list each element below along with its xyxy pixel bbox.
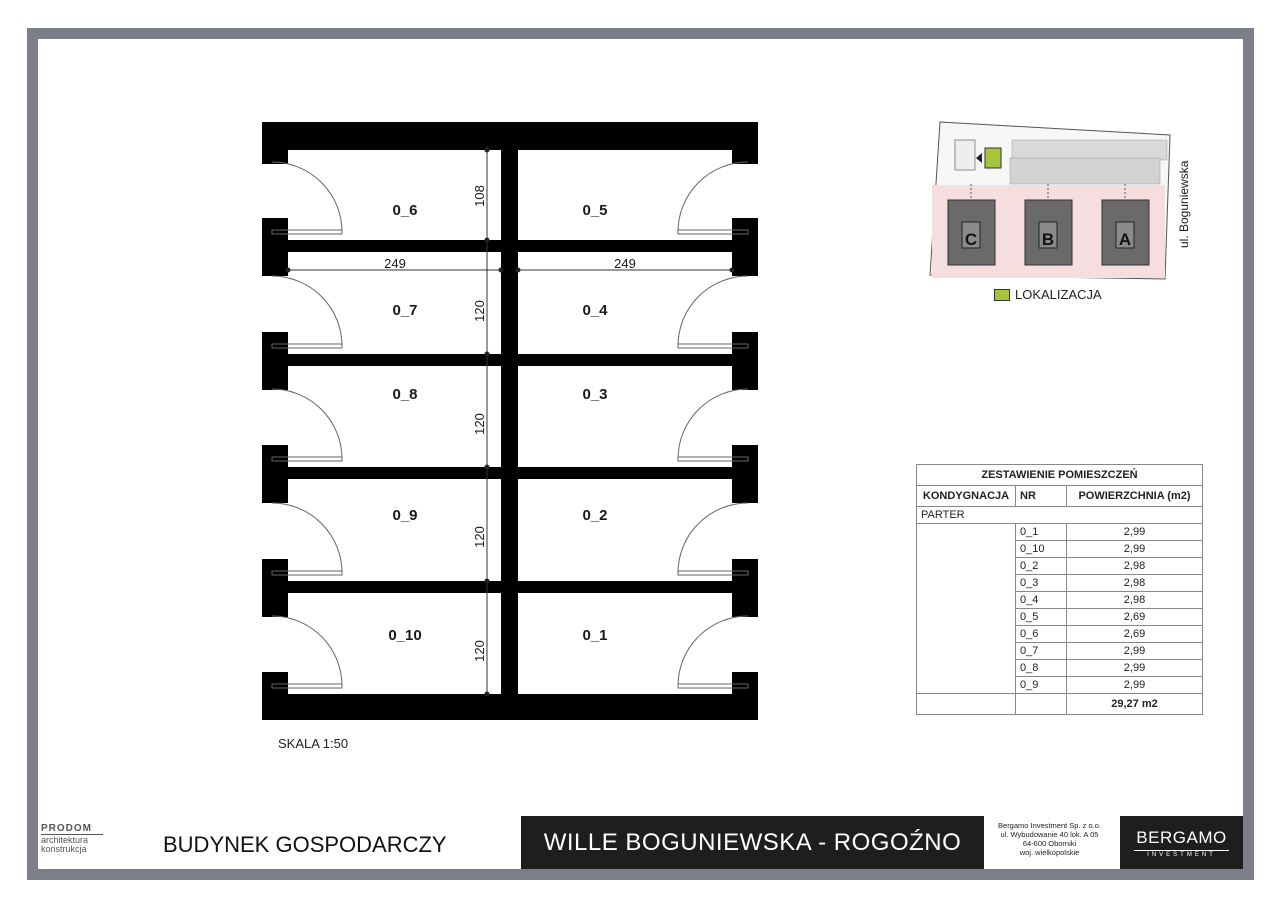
- location-swatch: [994, 289, 1010, 301]
- title-block: [37, 816, 1243, 869]
- project-title-box: [521, 816, 984, 869]
- header-area: POWIERZCHNIA (m2): [1067, 486, 1203, 507]
- site-building-label: B: [1041, 230, 1055, 249]
- header-nr: NR: [1016, 486, 1067, 507]
- room-number-cell: 0_9: [1016, 677, 1067, 694]
- room-label: 0_4: [582, 302, 608, 319]
- site-building-label: A: [1118, 230, 1132, 249]
- room-area-cell: 2,99: [1067, 541, 1203, 558]
- room-area-cell: 2,69: [1067, 626, 1203, 643]
- site-legend: [994, 287, 1102, 302]
- room-label: 0_3: [582, 386, 608, 403]
- room-area-cell: 2,98: [1067, 592, 1203, 609]
- location-marker: [985, 148, 1001, 168]
- room-label: 0_5: [582, 202, 608, 219]
- floor-label: PARTER: [917, 507, 1203, 524]
- width-dimension-left: 249: [384, 256, 406, 271]
- table-title: ZESTAWIENIE POMIESZCZEŃ: [917, 465, 1203, 486]
- room-area-cell: 2,99: [1067, 677, 1203, 694]
- room-label: 0_8: [392, 386, 418, 403]
- room-area-cell: 2,99: [1067, 660, 1203, 677]
- room-area-cell: 2,69: [1067, 609, 1203, 626]
- investor-address: Bergamo Investment Sp. z o.o. ul. Wybudowanie 40 lok. A 05 64-600 Oborniki woj. wielkopolskie: [998, 821, 1101, 857]
- project-title: WILLE BOGUNIEWSKA - ROGOŹNO: [543, 828, 962, 856]
- site-building-label: C: [964, 230, 978, 249]
- table-row: [917, 524, 1203, 541]
- scale-label: SKALA 1:50: [278, 736, 349, 751]
- room-area-cell: 2,99: [1067, 643, 1203, 660]
- room-number-cell: 0_10: [1016, 541, 1067, 558]
- room-label: 0_10: [388, 627, 422, 644]
- height-dimension: 120: [472, 300, 487, 322]
- height-dimension: 120: [472, 526, 487, 548]
- room-number-cell: 0_7: [1016, 643, 1067, 660]
- gate-structure: [955, 140, 975, 170]
- room-area-cell: 2,98: [1067, 558, 1203, 575]
- room-number-cell: 0_5: [1016, 609, 1067, 626]
- legend-label: LOKALIZACJA: [1015, 287, 1102, 302]
- room-area-cell: 2,98: [1067, 575, 1203, 592]
- total-row: [917, 694, 1203, 715]
- parking-strip: [1012, 140, 1167, 160]
- building-title: BUDYNEK GOSPODARCZY: [163, 832, 447, 857]
- room-number-cell: 0_1: [1016, 524, 1067, 541]
- street-label: ul. Boguniewska: [1177, 160, 1191, 248]
- room-label: 0_9: [392, 507, 418, 524]
- height-dimension: 108: [472, 185, 487, 207]
- room-number-cell: 0_3: [1016, 575, 1067, 592]
- room-label: 0_7: [392, 302, 418, 319]
- room-summary-table: [916, 464, 1203, 715]
- total-area-cell: 29,27 m2: [1067, 694, 1203, 715]
- room-area-cell: 2,99: [1067, 524, 1203, 541]
- room-label: 0_2: [582, 507, 608, 524]
- room-label: 0_1: [582, 627, 608, 644]
- height-dimension: 120: [472, 640, 487, 662]
- floor-cell: [917, 524, 1016, 694]
- room-number-cell: 0_2: [1016, 558, 1067, 575]
- access-road: [1010, 158, 1160, 184]
- room-number-cell: 0_8: [1016, 660, 1067, 677]
- room-label: 0_6: [392, 202, 418, 219]
- header-kondygnacja: KONDYGNACJA: [917, 486, 1016, 507]
- room-number-cell: 0_6: [1016, 626, 1067, 643]
- height-dimension: 120: [472, 413, 487, 435]
- width-dimension-right: 249: [614, 256, 636, 271]
- bergamo-logo: BERGAMO INVESTMENT: [1120, 816, 1243, 869]
- prodom-logo: PRODOM architektura konstrukcja: [41, 824, 103, 854]
- room-number-cell: 0_4: [1016, 592, 1067, 609]
